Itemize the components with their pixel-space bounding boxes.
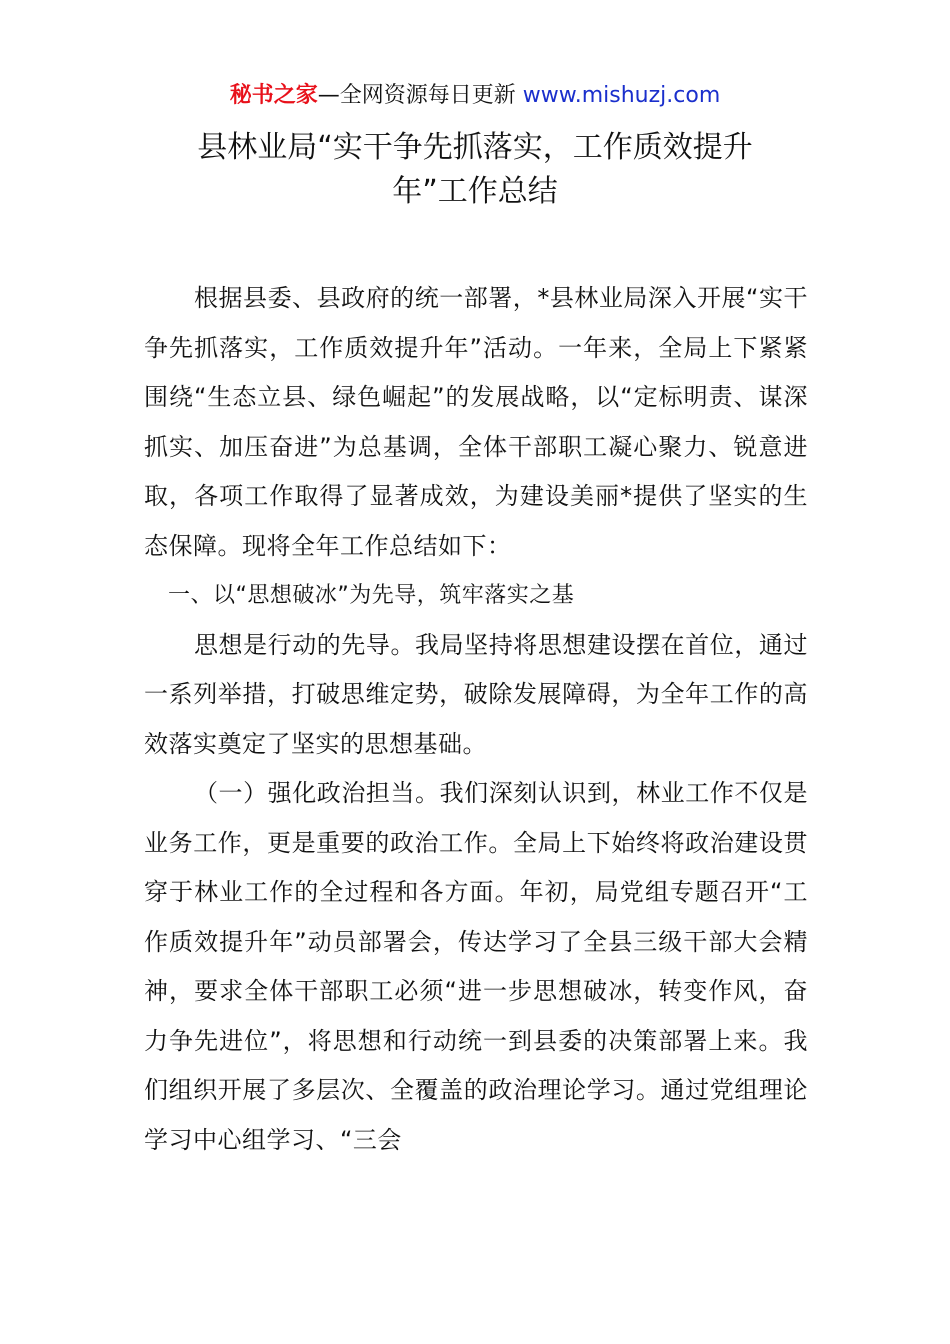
section-1-paragraph: 思想是行动的先导。我局坚持将思想建设摆在首位，通过一系列举措，打破思维定势，破除发展障碍，为全年工作的高效落实奠定了坚实的思想基础。 <box>144 630 808 758</box>
title-line-2: 年”工作总结 <box>392 174 558 209</box>
document-body <box>144 274 808 1165</box>
brand-name: 秘书之家 <box>229 83 318 108</box>
site-header <box>0 80 950 112</box>
site-slogan: —全网资源每日更新 <box>317 83 516 108</box>
subsection-1-paragraph: （一）强化政治担当。我们深刻认识到，林业工作不仅是业务工作，更是重要的政治工作。全局上下始终将政治建设贯穿于林业工作的全过程和各方面。年初，局党组专题召开“工作质效提升年”动员部署会，传达学习了全县三级干部大会精神，要求全体干部职工必须“进一步思想破冰，转变作风，奋力争先进位”，将思想和行动统一到县委的决策部署上来。我们组织开展了多层次、全覆盖的政治理论学习。通过党组理论学习中心组学习、“三会 <box>144 779 808 1154</box>
section-1-heading: 一、以“思想破冰”为先导，筑牢落实之基 <box>168 583 575 608</box>
site-url-link[interactable]: www.mishuzj.com <box>522 83 721 108</box>
document-title <box>120 126 830 214</box>
intro-paragraph: 根据县委、县政府的统一部署，*县林业局深入开展“实干争先抓落实，工作质效提升年”活动。一年来，全局上下紧紧围绕“生态立县、绿色崛起”的发展战略，以“定标明责、谋深抓实、加压奋进”为总基调，全体干部职工凝心聚力、锐意进取，各项工作取得了显著成效，为建设美丽*提供了坚实的生态保障。现将全年工作总结如下： <box>144 284 808 560</box>
title-line-1: 县林业局“实干争先抓落实，工作质效提升 <box>197 130 753 165</box>
